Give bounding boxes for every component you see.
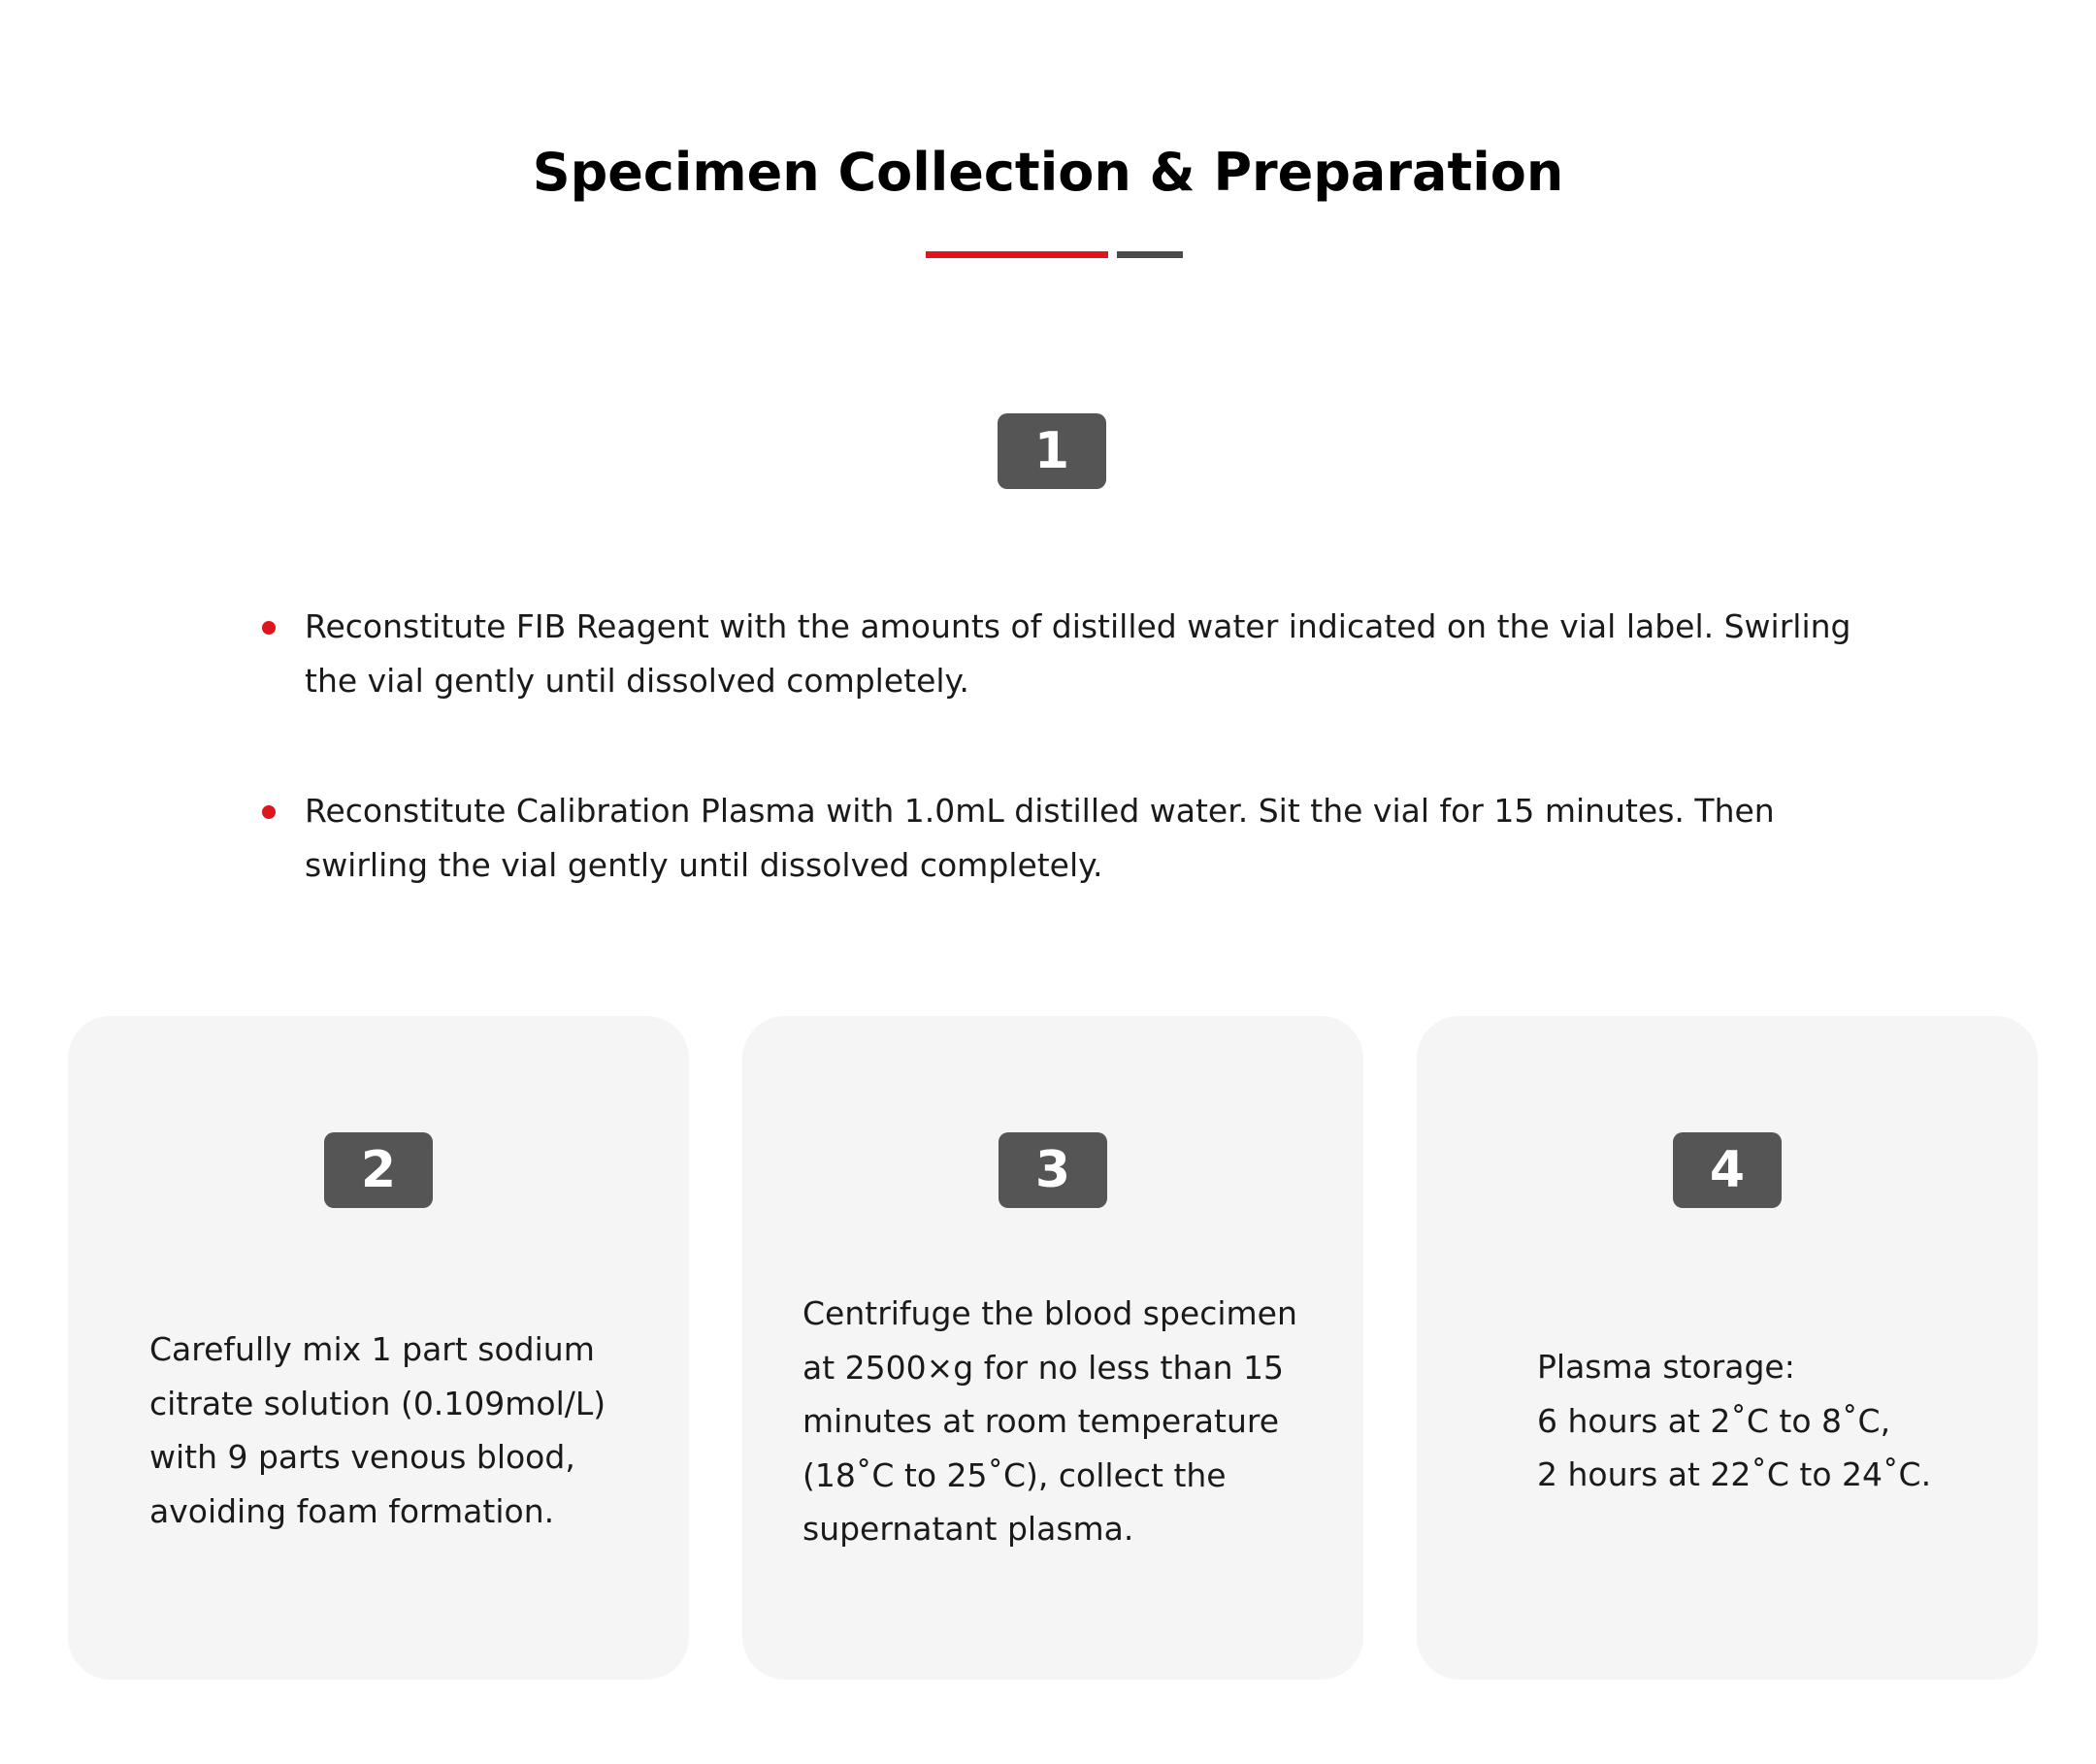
step-3-card: [742, 1016, 1363, 1680]
bullet-dot-icon: [262, 621, 276, 635]
step-2-text: Carefully mix 1 part sodium citrate solution (0.109mol/L) with 9 parts venous blood, avoiding foam formation.: [149, 1330, 606, 1530]
instruction-item: [262, 600, 1892, 708]
step-2-card: [68, 1016, 689, 1680]
step-1-instructions: [262, 600, 1892, 893]
step-4-badge: 4: [1673, 1132, 1782, 1208]
title-divider-secondary: [1117, 251, 1183, 258]
step-3-text: Centrifuge the blood specimen at 2500×g for no less than 15 minutes at room temperature (18˚C to 25˚C), collect the supernatant plasma.: [802, 1294, 1297, 1548]
instruction-text: Reconstitute Calibration Plasma with 1.0mL distilled water. Sit the vial for 15 minutes. Then swirling the vial gently until dissolved completely.: [305, 792, 1775, 884]
step-2-badge: 2: [324, 1132, 433, 1208]
step-1-badge: 1: [998, 413, 1106, 489]
step-4-text: Plasma storage: 6 hours at 2˚C to 8˚C, 2 hours at 22˚C to 24˚C.: [1537, 1348, 1932, 1493]
step-4-card: [1417, 1016, 2038, 1680]
title-divider-accent: [926, 251, 1108, 258]
instruction-item: [262, 784, 1892, 893]
bullet-dot-icon: [262, 805, 276, 819]
instruction-text: Reconstitute FIB Reagent with the amounts of distilled water indicated on the vial label. Swirling the vial gently until dissolved completely.: [305, 607, 1851, 700]
page-title: Specimen Collection & Preparation: [532, 142, 1564, 203]
step-3-badge: 3: [999, 1132, 1107, 1208]
